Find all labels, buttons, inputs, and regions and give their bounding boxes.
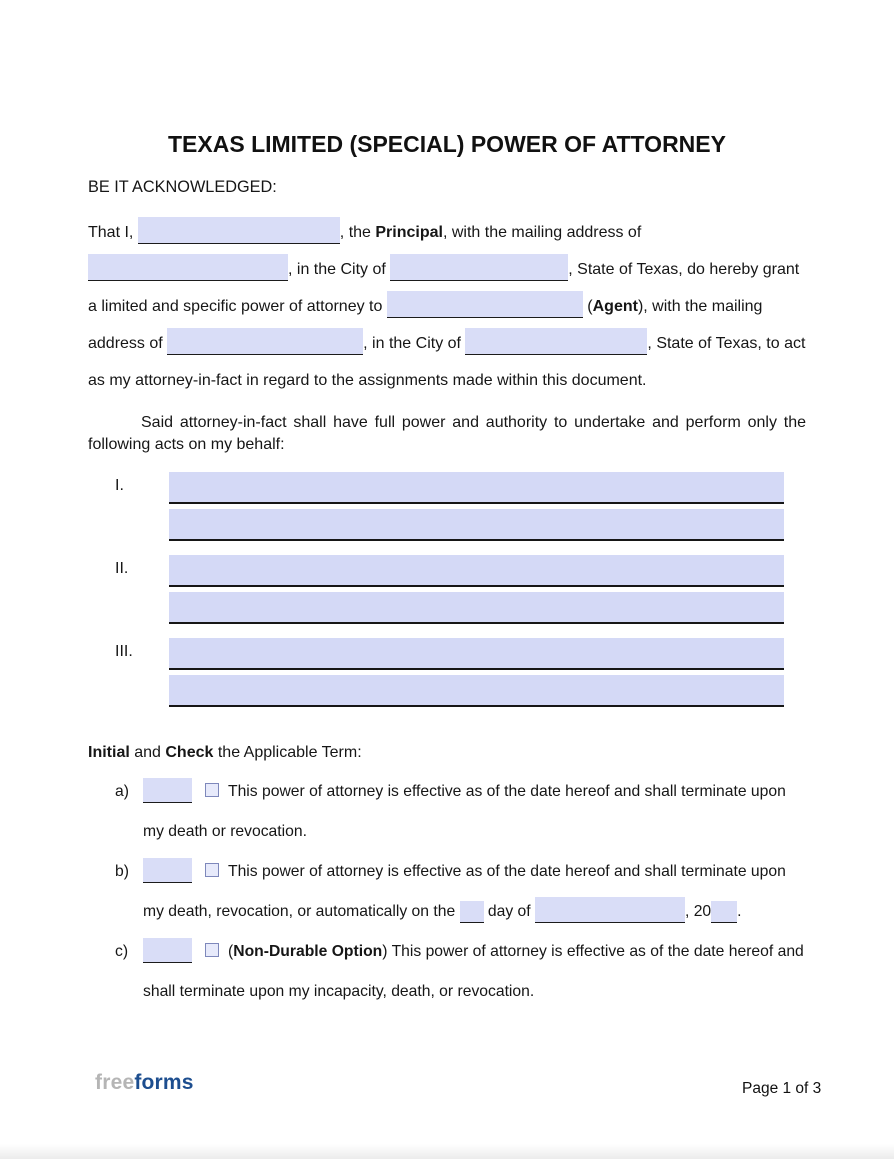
term-c-paren-close: ) — [382, 943, 392, 960]
act-3-numeral: III. — [115, 643, 133, 660]
term-c-marker: c) — [115, 943, 129, 960]
term-c-initials-field[interactable] — [143, 938, 192, 963]
term-b-text-4: . — [737, 903, 742, 920]
authority-paragraph: Said attorney-in-fact shall have full power and authority to undertake and perform only the following acts on my behalf: — [88, 414, 806, 453]
logo-forms-part: forms — [134, 1071, 194, 1094]
document-title: TEXAS LIMITED (SPECIAL) POWER OF ATTORNEY — [168, 131, 726, 157]
opening-text-8: , in the City of — [363, 335, 466, 352]
opening-paragraph — [88, 214, 806, 399]
term-c-text: This power of attorney is effective as of the date hereof and shall terminate upon my incapacity, death, or revocation. — [143, 943, 804, 1000]
term-b-initials-field[interactable] — [143, 858, 192, 883]
acknowledgment-label: BE IT ACKNOWLEDGED: — [88, 178, 277, 196]
term-b-checkbox[interactable] — [205, 863, 219, 877]
term-b-text-1: This power of attorney is effective as of the date hereof and shall terminate upon my death, revocation, or automatically on the — [143, 863, 786, 920]
agent-name-field[interactable] — [387, 291, 583, 318]
opening-text-1: That I, — [88, 224, 138, 241]
opening-text-7: ), with the mailing address of — [88, 298, 763, 352]
act-2-line-2-field[interactable] — [169, 592, 784, 624]
terms-heading-and: and — [129, 744, 166, 761]
opening-text-6: ( — [582, 298, 593, 315]
non-durable-option-label: Non-Durable Option — [233, 943, 383, 960]
opening-text-3: , with the mailing address of — [442, 224, 642, 241]
term-b — [88, 852, 806, 932]
freeforms-logo — [95, 1071, 194, 1095]
term-c-checkbox[interactable] — [205, 943, 219, 957]
act-2-numeral: II. — [115, 560, 129, 577]
term-b-month-field[interactable] — [535, 897, 685, 923]
opening-text-4: , in the City of — [288, 261, 391, 278]
term-b-marker: b) — [115, 863, 129, 880]
term-a-initials-field[interactable] — [143, 778, 192, 803]
term-a-checkbox[interactable] — [205, 783, 219, 797]
opening-text-9: , State of Texas, to act as my attorney-in-fact in regard to the assignments made within this document. — [88, 335, 806, 389]
terms-heading-rest: the Applicable Term: — [213, 744, 362, 761]
act-item-2 — [88, 555, 806, 629]
act-2-lines — [169, 555, 784, 629]
act-3-lines — [169, 638, 784, 712]
agent-city-field[interactable] — [465, 328, 647, 355]
acts-list — [88, 472, 806, 712]
opening-text-2: , the — [339, 224, 376, 241]
term-b-year-field[interactable] — [711, 901, 737, 923]
term-c — [88, 932, 806, 1012]
term-a-text: This power of attorney is effective as of the date hereof and shall terminate upon my death or revocation. — [143, 783, 786, 840]
term-a-marker: a) — [115, 783, 129, 800]
act-item-1 — [88, 472, 806, 546]
check-word: Check — [165, 744, 214, 761]
terms-heading — [88, 743, 806, 762]
term-b-text-2: day of — [483, 903, 535, 920]
act-1-line-1-field[interactable] — [169, 472, 784, 504]
principal-address-field[interactable] — [88, 254, 288, 281]
opening-text-5: , State of Texas, do hereby grant a limited and specific power of attorney to — [88, 261, 800, 315]
term-b-text-3: , 20 — [684, 903, 712, 920]
principal-name-field[interactable] — [138, 217, 340, 244]
term-b-day-field[interactable] — [460, 901, 484, 923]
principal-label: Principal — [375, 224, 443, 241]
act-1-line-2-field[interactable] — [169, 509, 784, 541]
term-a — [88, 772, 806, 852]
logo-free-part: free — [95, 1071, 135, 1094]
agent-label: Agent — [592, 298, 638, 315]
act-3-line-2-field[interactable] — [169, 675, 784, 707]
act-3-line-1-field[interactable] — [169, 638, 784, 670]
act-1-lines — [169, 472, 784, 546]
act-item-3 — [88, 638, 806, 712]
term-c-paren-open: ( — [228, 943, 234, 960]
principal-city-field[interactable] — [390, 254, 568, 281]
terms-list — [88, 772, 806, 1012]
agent-address-field[interactable] — [167, 328, 363, 355]
initial-word: Initial — [88, 744, 130, 761]
act-1-numeral: I. — [115, 477, 124, 494]
page-number: Page 1 of 3 — [742, 1080, 822, 1097]
act-2-line-1-field[interactable] — [169, 555, 784, 587]
